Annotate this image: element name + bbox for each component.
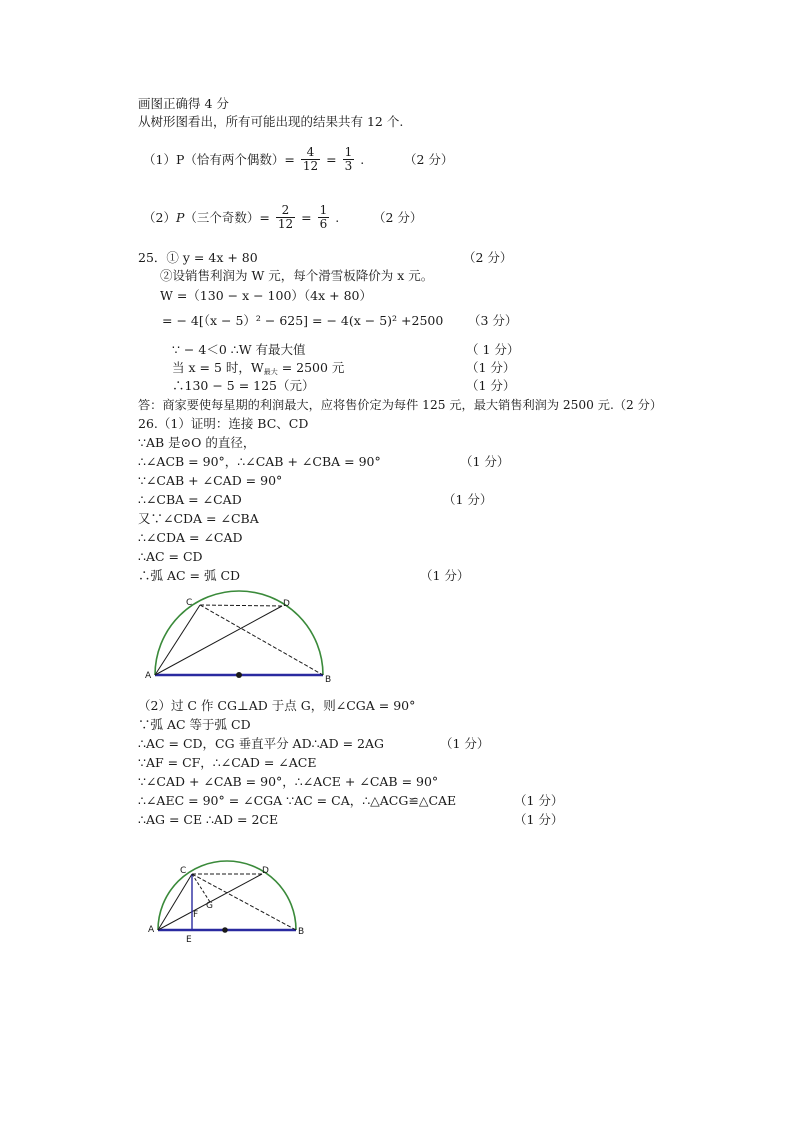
q25-line-2: ②设销售利润为 W 元，每个滑雪板降价为 x 元。 — [160, 268, 434, 283]
figure-2-label-g: G — [206, 901, 213, 911]
q26-2-line-5: ∵∠CAD + ∠CAB = 90°，∴∠ACE + ∠CAB = 90° — [138, 774, 439, 789]
q25-line-7: ∴130 − 5 = 125（元） — [172, 378, 315, 393]
q25-line-4: = − 4[（x − 5）² − 625] = − 4(x − 5)² +2500 — [162, 313, 444, 328]
q24-part2: （2）P（三个奇数）= $\frac{2}{12}$ = $\frac{1}{6}$ . — [143, 203, 340, 231]
figure-2-label-b: B — [298, 927, 305, 937]
q25-line-3: W =（130 − x − 100）（4x + 80） — [160, 288, 372, 303]
q26-2-line-2: ∵弧 AC 等于弧 CD — [138, 717, 251, 732]
figure-1-segment-ac — [155, 605, 200, 675]
q25-line-6-points: （1 分） — [466, 360, 516, 375]
intro-line-2: 从树形图看出，所有可能出现的结果共有 12 个. — [138, 114, 404, 129]
q26-1-line-5-points: （1 分） — [443, 492, 493, 507]
figure-1-label-c: C — [186, 598, 193, 608]
q25-line-1-points: （2 分） — [463, 250, 513, 265]
figure-2-semicircle — [138, 855, 338, 950]
figure-2-label-a: A — [148, 925, 155, 935]
figure-2-segment-cg — [192, 874, 210, 902]
q26-1-line-3-points: （1 分） — [460, 454, 510, 469]
q25-line-7-points: （1 分） — [466, 378, 516, 393]
figure-1-label-a: A — [145, 671, 152, 681]
q25-answer: 答：商家要使每星期的利润最大，应将售价定为每件 125 元，最大销售利润为 2500 元.（2 分） — [138, 398, 663, 412]
q26-1-line-8: ∴AC = CD — [138, 549, 203, 564]
q26-1-line-2: ∵AB 是⊙O 的直径， — [138, 435, 256, 450]
q26-1-line-6: 又∵∠CDA = ∠CBA — [138, 511, 259, 526]
q24-part2-points: （2 分） — [373, 210, 423, 225]
intro-line-1: 画图正确得 4 分 — [138, 96, 229, 111]
q26-2-line-4: ∵AF = CF，∴∠CAD = ∠ACE — [138, 755, 317, 770]
q26-2-line-3-points: （1 分） — [440, 736, 490, 751]
figure-2-label-e: E — [186, 935, 192, 945]
figure-1-arc — [155, 591, 323, 675]
fraction: $\frac{2}{12}$ — [277, 203, 294, 231]
fraction: $\frac{1}{3}$ — [344, 145, 353, 173]
q26-2-line-7: ∴AG = CE ∴AD = 2CE — [138, 812, 279, 827]
q26-1-line-9-points: （1 分） — [420, 568, 470, 583]
q24-part1-points: （2 分） — [404, 152, 454, 167]
q25-line-5: ∵ − 4＜0 ∴W 有最大值 — [172, 342, 306, 357]
q26-1-line-9: ∴弧 AC = 弧 CD — [138, 568, 241, 583]
figure-1-center-point — [236, 672, 242, 678]
figure-2-label-f: F — [193, 910, 199, 920]
figure-1-semicircle — [140, 590, 340, 690]
q26-2-line-1: （2）过 C 作 CG⊥AD 于点 G，则∠CGA = 90° — [138, 698, 416, 713]
q26-1-line-3: ∴∠ACB = 90°，∴∠CAB + ∠CBA = 90° — [138, 454, 381, 469]
q25-line-5-points: （ 1 分） — [466, 342, 520, 357]
q26-1-line-4: ∵∠CAB + ∠CAD = 90° — [138, 473, 283, 488]
figure-1-label-d: D — [283, 599, 290, 609]
fraction: $\frac{4}{12}$ — [302, 145, 319, 173]
fraction: $\frac{1}{6}$ — [319, 203, 328, 231]
q25-line-4-points: （3 分） — [468, 313, 518, 328]
figure-2-label-d: D — [262, 866, 269, 876]
q26-2-line-6: ∴∠AEC = 90° = ∠CGA ∵AC = CA，∴△ACG≌△CAE — [138, 793, 457, 808]
q25-line-1: 25．① y = 4x + 80 — [138, 250, 258, 265]
figure-2-label-c: C — [180, 866, 187, 876]
figure-1-label-b: B — [325, 675, 332, 685]
q26-1-line-1: 26.（1）证明：连接 BC、CD — [138, 416, 309, 431]
q26-1-line-5: ∴∠CBA = ∠CAD — [138, 492, 242, 507]
figure-2-center-point — [222, 927, 228, 933]
q25-line-6: 当 x = 5 时，$W_{最大} = 2500$ 元 — [172, 360, 345, 376]
q24-part1: （1）P（恰有两个偶数）= $\frac{4}{12}$ = $\frac{1}{3}$ . — [143, 145, 365, 173]
q26-2-line-7-points: （1 分） — [514, 812, 564, 827]
q26-2-line-6-points: （1 分） — [514, 793, 564, 808]
q26-2-line-3: ∴AC = CD，CG 垂直平分 AD∴AD = 2AG — [138, 736, 384, 751]
q26-1-line-7: ∴∠CDA = ∠CAD — [138, 530, 243, 545]
figure-1-segment-cd — [200, 605, 282, 606]
